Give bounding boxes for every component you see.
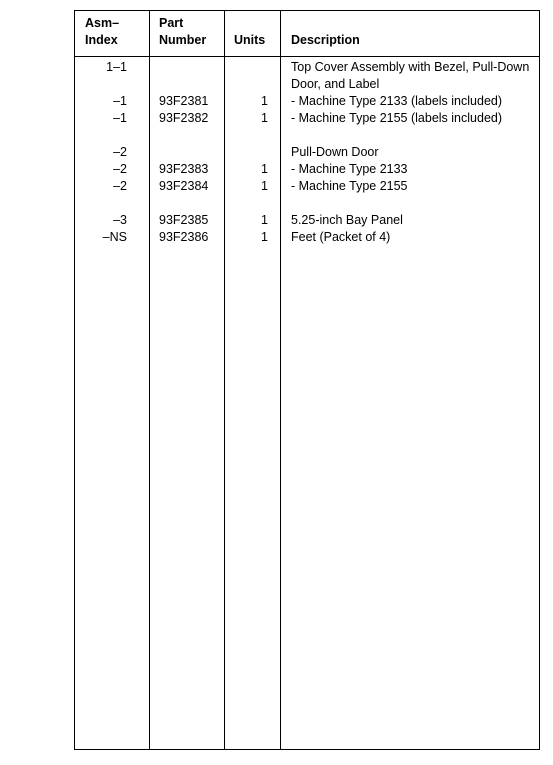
units-cell: 1 (261, 230, 268, 244)
description-cell: 5.25-inch Bay Panel (291, 213, 403, 227)
table-row (75, 212, 539, 229)
asm-index-cell: –2 (113, 145, 127, 159)
asm-index-cell: –2 (113, 179, 127, 193)
description-cell: - Machine Type 2133 (labels included) (291, 94, 503, 108)
units-cell: 1 (261, 94, 268, 108)
units-cell: 1 (261, 162, 268, 176)
part-number-cell: 93F2384 (159, 179, 209, 193)
table-row (75, 59, 539, 93)
row-spacer (75, 195, 539, 212)
table-row (75, 110, 539, 127)
description-cell: - Machine Type 2133 (291, 162, 408, 176)
part-number-cell: 93F2385 (159, 213, 209, 227)
asm-index-cell: –2 (113, 162, 127, 176)
header-asm-line1: Asm– (85, 16, 120, 30)
part-number-cell: 93F2386 (159, 230, 209, 244)
table-row (75, 93, 539, 110)
units-cell: 1 (261, 213, 268, 227)
part-number-cell: 93F2381 (159, 94, 209, 108)
table-row (75, 161, 539, 178)
table-row (75, 229, 539, 246)
asm-index-cell: –NS (102, 230, 127, 244)
asm-index-cell: –3 (113, 213, 127, 227)
description-cell: Feet (Packet of 4) (291, 230, 391, 244)
description-cell: Pull-Down Door (291, 145, 379, 159)
row-spacer (75, 127, 539, 144)
description-cell: - Machine Type 2155 (labels included) (291, 111, 503, 125)
header-divider (75, 56, 539, 57)
asm-index-cell: 1–1 (106, 60, 127, 74)
asm-index-cell: –1 (113, 111, 127, 125)
table-body (75, 59, 539, 246)
part-number-cell: 93F2382 (159, 111, 209, 125)
header-description: Description (291, 33, 360, 47)
header-part-line1: Part (159, 16, 184, 30)
description-cell: - Machine Type 2155 (291, 179, 408, 193)
header-part-number (159, 15, 206, 49)
part-number-cell: 93F2383 (159, 162, 209, 176)
table-row (75, 144, 539, 161)
header-units: Units (234, 33, 266, 47)
header-asm-index (85, 15, 119, 49)
asm-index-cell: –1 (113, 94, 127, 108)
description-cell: Top Cover Assembly with Bezel, Pull-Down Door, and Label (291, 60, 530, 91)
table-row (75, 178, 539, 195)
units-cell: 1 (261, 179, 268, 193)
units-cell: 1 (261, 111, 268, 125)
header-number-line2: Number (159, 33, 207, 47)
header-index-line2: Index (85, 33, 118, 47)
parts-table (74, 10, 540, 750)
